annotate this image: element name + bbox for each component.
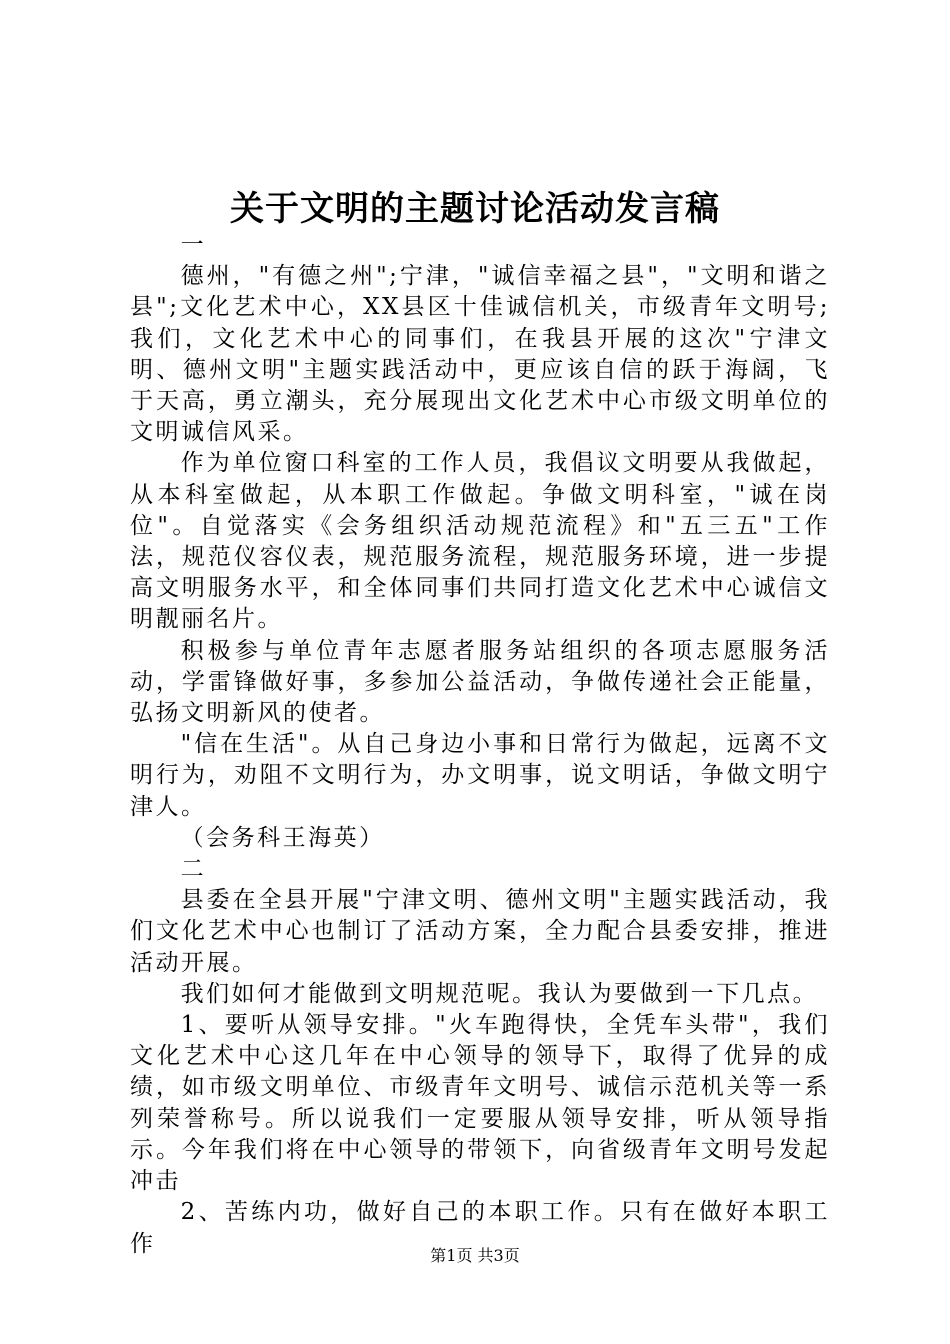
- paragraph: 积极参与单位青年志愿者服务站组织的各项志愿服务活动，学雷锋做好事，多参加公益活动，争做传递社会正能量，弘扬文明新风的使者。: [130, 637, 830, 727]
- paragraph: 我们如何才能做到文明规范呢。我认为要做到一下几点。: [180, 980, 819, 1007]
- document-title: 关于文明的主题讨论活动发言稿: [230, 189, 720, 229]
- paragraph: "信在生活"。从自己身边小事和日常行为做起，远离不文明行为，劝阻不文明行为，办文明事，说文明话，争做文明宁津人。: [130, 731, 830, 820]
- author-signature: （会务科王海英）: [180, 824, 385, 851]
- page-footer: 第1页 共3页: [430, 1246, 520, 1265]
- paragraph: 德州，"有德之州";宁津，"诚信幸福之县"，"文明和谐之县";文化艺术中心，XX县区十佳诚信机关，市级青年文明号;我们，文化艺术中心的同事们，在我县开展的这次"宁津文明、德州文明"主题实践活动中，更应该自信的跃于海阔，飞于天高，勇立潮头，充分展现出文化艺术中心市级文明单位的文明诚信风采。: [130, 263, 830, 446]
- section-marker: 二: [180, 856, 207, 883]
- paragraph: 县委在全县开展"宁津文明、德州文明"主题实践活动，我们文化艺术中心也制订了活动方案，全力配合县委安排，推进活动开展。: [130, 887, 830, 976]
- document-body: [130, 230, 830, 1260]
- paragraph: 1、要听从领导安排。"火车跑得快，全凭车头带"，我们文化艺术中心这几年在中心领导的领导下，取得了优异的成绩，如市级文明单位、市级青年文明号、诚信示范机关等一系列荣誉称号。所以说我们一定要服从领导安排，听从领导指示。今年我们将在中心领导的带领下，向省级青年文明号发起冲击: [130, 1012, 830, 1195]
- paragraph: 作为单位窗口科室的工作人员，我倡议文明要从我做起，从本科室做起，从本职工作做起。争做文明科室，"诚在岗位"。自觉落实《会务组织活动规范流程》和"五三五"工作法，规范仪容仪表，规范服务流程，规范服务环境，进一步提高文明服务水平，和全体同事们共同打造文化艺术中心诚信文明靓丽名片。: [130, 450, 830, 633]
- section-marker: 一: [180, 232, 207, 258]
- paragraph: 2、苦练内功，做好自己的本职工作。只有在做好本职工作: [130, 1199, 830, 1257]
